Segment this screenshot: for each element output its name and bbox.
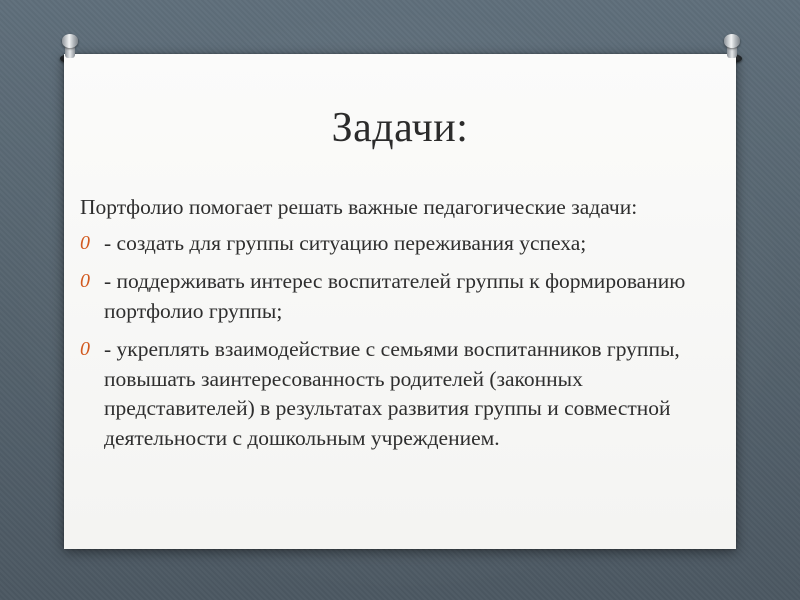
list-item: [80, 267, 720, 326]
slide-title: Задачи:: [331, 105, 469, 151]
bullet-icon: 0: [80, 270, 90, 292]
pushpin-icon: [59, 34, 81, 64]
slide-body: [80, 193, 720, 462]
list-item: [80, 335, 720, 453]
list-item: [80, 229, 720, 259]
bullet-icon: 0: [80, 231, 90, 254]
list-item-text: - укреплять взаимодействие с семьями воспитанников группы, повышать заинтересованность родителей (законных представителей) в результатах развития группы и совместной деятельности с дошкольным учреждением.: [104, 337, 680, 450]
task-list: [80, 229, 720, 454]
intro-text: Портфолио помогает решать важные педагогические задачи:: [80, 195, 638, 219]
bullet-icon: 0: [80, 338, 90, 360]
list-item-text: - поддерживать интерес воспитателей группы к формированию портфолио группы;: [104, 269, 686, 323]
pushpin-icon: [721, 34, 743, 64]
list-item-text: - создать для группы ситуацию переживания успеха;: [104, 230, 587, 255]
